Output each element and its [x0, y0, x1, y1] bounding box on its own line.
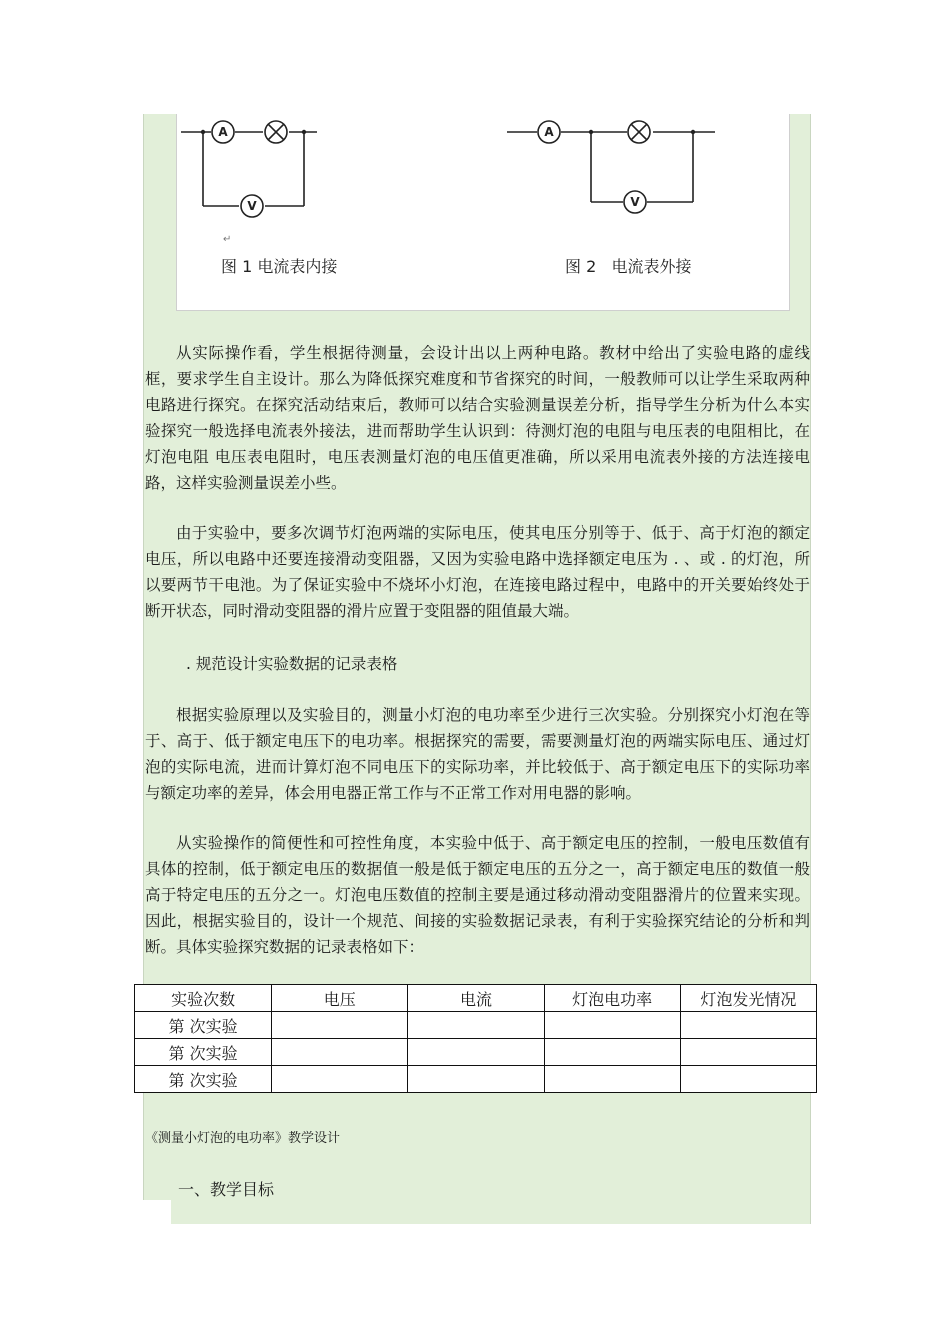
table-cell [408, 1012, 544, 1039]
table-cell [272, 1012, 408, 1039]
record-table [134, 984, 817, 1093]
svg-text:V: V [247, 199, 257, 213]
header-cell: 灯泡发光情况 [680, 985, 816, 1012]
paragraph-3: 根据实验原理以及实验目的，测量小灯泡的电功率至少进行三次实验。分别探究小灯泡在等于、高于、低于额定电压下的电功率。根据探究的需要，需要测量灯泡的两端实际电压、通过灯泡的实际电流，进而计算灯泡不同电压下的实际功率，并比较低于、高于额定电压下的实际功率与额定功率的差异，体会用电器正常工作与不正常工作对用电器的影响。 [145, 706, 810, 802]
row-label: 第 次实验 [135, 1066, 272, 1093]
header-cell: 电压 [272, 985, 408, 1012]
table-cell [408, 1039, 544, 1066]
svg-text:A: A [544, 125, 554, 139]
row-label: 第 次实验 [135, 1012, 272, 1039]
header-cell: 实验次数 [135, 985, 272, 1012]
return-mark: ↵ [223, 234, 232, 245]
table-cell [272, 1039, 408, 1066]
panel-corner [143, 1200, 171, 1230]
svg-text:A: A [218, 125, 228, 139]
document-title: 《测量小灯泡的电功率》教学设计 [145, 1131, 341, 1146]
table-cell [544, 1066, 680, 1093]
paragraph-1: 从实际操作看，学生根据待测量，会设计出以上两种电路。教材中给出了实验电路的虚线框，要求学生自主设计。那么为降低探究难度和节省探究的时间，一般教师可以让学生采取两种电路进行探究。在探究活动结束后，教师可以结合实验测量误差分析，指导学生分析为什么本实验探究一般选择电流表外接法，进而帮助学生认识到：待测灯泡的电阻与电压表的电阻相比，在灯泡电阻 电压表电阻时，电压表测量灯泡的电压值更准确，所以采用电流表外接的方法连接电路，这样实验测量误差小些。 [145, 344, 810, 492]
table-header-row [135, 985, 817, 1012]
paragraph-2: 由于实验中，要多次调节灯泡两端的实际电压，使其电压分别等于、低于、高于灯泡的额定电压，所以电路中还要连接滑动变阻器，又因为实验电路中选择额定电压为 . 、或 . 的灯泡，所以要两节干电池。为了保证实验中不烧坏小灯泡，在连接电路过程中，电路中的开关要始终处于断开状态，同时滑动变阻器的滑片应置于变阻器的阻值最大端。 [145, 524, 810, 620]
heading-table-design: . 规范设计实验数据的记录表格 [186, 655, 398, 673]
table-cell [544, 1039, 680, 1066]
table-row [135, 1012, 817, 1039]
circuit-diagrams [177, 114, 789, 310]
header-cell: 灯泡电功率 [544, 985, 680, 1012]
table-cell [680, 1039, 816, 1066]
figure-1-caption: 图 1 电流表内接 [221, 257, 338, 276]
table-row [135, 1039, 817, 1066]
table-cell [272, 1066, 408, 1093]
circuit-figure-box [176, 114, 790, 311]
table-row [135, 1066, 817, 1093]
table-cell [408, 1066, 544, 1093]
table-cell [680, 1066, 816, 1093]
paragraph-4: 从实验操作的简便性和可控性角度，本实验中低于、高于额定电压的控制，一般电压数值有具体的控制，低于额定电压的数据值一般是低于额定电压的五分之一，高于额定电压的数值一般高于特定电压的五分之一。灯泡电压数值的控制主要是通过移动滑动变阻器滑片的位置来实现。因此，根据实验目的，设计一个规范、间接的实验数据记录表，有利于实验探究结论的分析和判断。具体实验探究数据的记录表格如下： [145, 834, 810, 956]
section-title: 一、教学目标 [178, 1180, 275, 1199]
row-label: 第 次实验 [135, 1039, 272, 1066]
header-cell: 电流 [408, 985, 544, 1012]
figure-2-caption: 图 2 电流表外接 [565, 257, 692, 276]
table-cell [544, 1012, 680, 1039]
svg-text:V: V [630, 195, 640, 209]
table-cell [680, 1012, 816, 1039]
